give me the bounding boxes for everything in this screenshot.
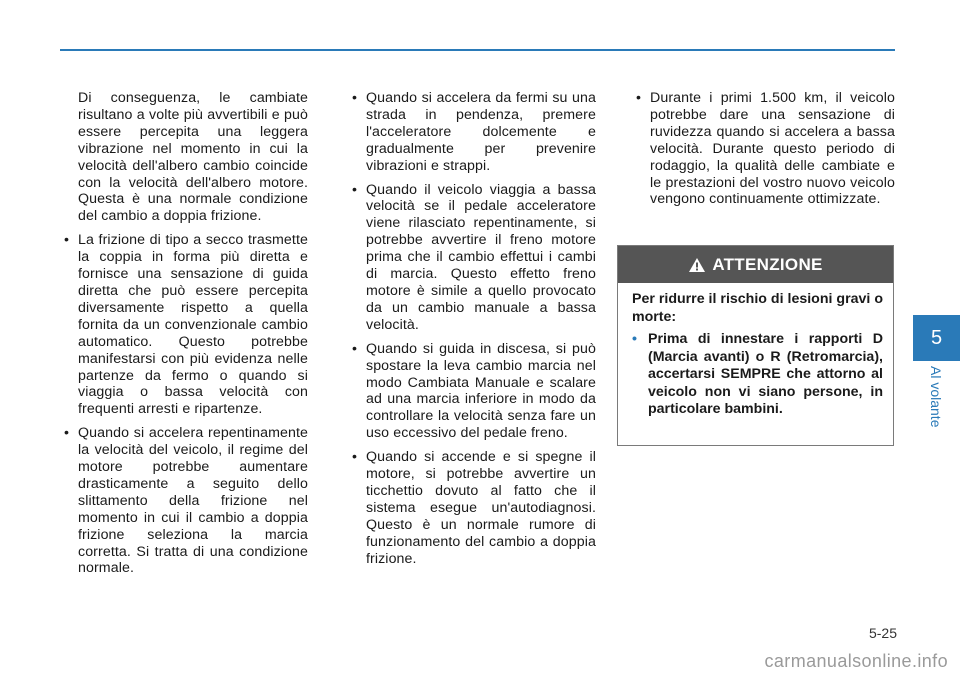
chapter-title: Al volante	[928, 366, 944, 428]
bullet-list	[348, 90, 596, 567]
page-number: 5-25	[868, 625, 897, 641]
text-column-3	[632, 90, 895, 215]
warning-box	[617, 245, 894, 446]
bullet-list	[60, 232, 308, 577]
warning-header	[618, 246, 893, 283]
intro-paragraph: Di conseguenza, le cambiate risultano a volte più avvertibili e può essere percepita una leggera vibrazione nel momento in cui la velocità dell'albero cambio coincide con la velocità dell'albero motore. Questa è una normale condizione del cambio a doppia frizione.	[78, 90, 308, 225]
warning-heading: ATTENZIONE	[712, 254, 823, 274]
warning-body	[618, 283, 893, 419]
list-item: • La frizione di tipo a secco trasmette la coppia in forma più diretta e fornisce una sensazione di guida diretta che può essere percepita diversamente rispetto a quella fornita da un convenzionale cambio automatico. Questo potrebbe manifestarsi con più evidenza nelle partenze da fermo o quando si viaggia o bassa velocità con frequenti arresti e ripartenze.	[60, 232, 308, 418]
list-item: • Durante i primi 1.500 km, il veicolo potrebbe dare una sensazione di ruvidezza quando si accelera a bassa velocità. Durante questo periodo di rodaggio, la qualità delle cambiate e le prestazioni del vostro nuovo veicolo vengono continuamente ottimizzate.	[632, 90, 895, 208]
top-rule	[60, 49, 895, 51]
warning-bullet: • Prima di innestare i rapporti D (Marcia avanti) o R (Retromarcia), accertarsi SEMPRE che attorno al veicolo non vi siano persone, in particolare bambini.	[632, 331, 883, 419]
list-item: • Quando si guida in discesa, si può spostare la leva cambio marcia nel modo Cambiata Manuale e scalare ad una marcia inferiore in modo da controllare la velocità senza fare un uso eccessivo del pedale freno.	[348, 341, 596, 442]
bullet-list	[632, 90, 895, 208]
list-item: • Quando si accelera repentinamente la velocità del veicolo, il regime del motore potrebbe aumentare drasticamente a seguito dello slittamento della frizione nel momento in cui il cambio a doppia frizione seleziona la marcia corretta. Si tratta di una condizione normale.	[60, 425, 308, 577]
watermark: carmanualsonline.info	[764, 651, 948, 671]
warning-triangle-icon	[688, 257, 706, 273]
list-item: • Quando si accelera da fermi su una strada in pendenza, premere l'acceleratore dolcemente e gradualmente per prevenire vibrazioni e strappi.	[348, 90, 596, 175]
warning-list	[632, 331, 883, 419]
list-item: • Quando si accende e si spegne il motore, si potrebbe avvertire un ticchettio dovuto al fatto che il sistema esegue un'autodiagnosi. Questo è un normale rumore di funzionamento del cambio a doppia frizione.	[348, 449, 596, 567]
chapter-number-tab: 5	[913, 315, 960, 361]
list-item: • Quando il veicolo viaggia a bassa velocità se il pedale acceleratore viene rilasciato repentinamente, si potrebbe avvertire il freno motore prima che il cambio effettui i cambi di marcia. Questo effetto freno motore è simile a quello provocato da un cambio manuale a bassa velocità.	[348, 182, 596, 334]
warning-lead: Per ridurre il rischio di lesioni gravi o morte:	[632, 291, 883, 325]
text-column-1	[60, 90, 308, 584]
text-column-2	[348, 90, 596, 574]
